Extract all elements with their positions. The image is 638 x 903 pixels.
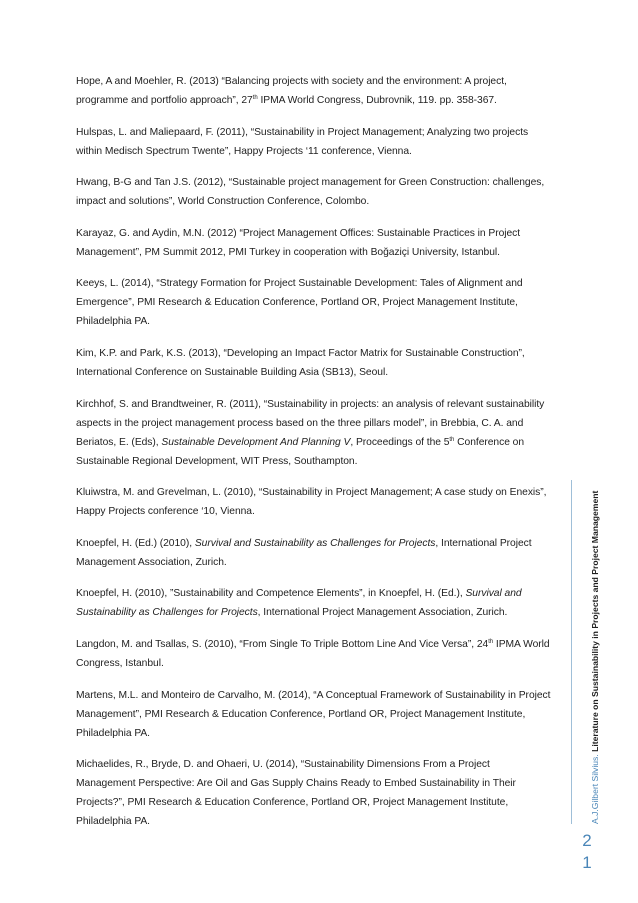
reference-italic-title: Sustainable Development And Planning V [161,436,351,448]
reference-text: Martens, M.L. and Monteiro de Carvalho, M. (2014), “A Conceptual Framework of Sustainability in Project Management”, PMI Research & Education Conference, Portland OR, Project Management Institute, Philadelphia PA. [76,689,551,739]
reference-text: Kim, K.P. and Park, K.S. (2013), “Developing an Impact Factor Matrix for Sustainable Construction”, International Conference on Sustainable Building Asia (SB13), Seoul. [76,347,525,378]
reference-text: , International Project Management Association, Zurich. [257,607,508,619]
reference-text: IPMA World Congress, Istanbul. [76,638,550,669]
sidebar-divider [571,480,572,824]
reference-text: , Proceedings of the 5 [350,436,450,448]
running-header-title: Literature on Sustainability in Projects and Project Management [590,490,600,752]
reference-text: Hulspas, L. and Maliepaard, F. (2011), “Sustainability in Project Management; Analyzing two projects within Medisch Spectrum Twente”, Happy Projects ‘11 conference, Vienna. [76,126,529,157]
reference-text: Michaelides, R., Bryde, D. and Ohaeri, U. (2014), “Sustainability Dimensions From a Project Management Perspective: Are Oil and Gas Supply Chains Ready to Embed Sustainability in Their Projects?”, PMI Research & Education Conference, Portland OR, Project Management Institute, Philadelphia PA. [76,759,516,828]
reference-text: Langdon, M. and Tsallas, S. (2010), “From Single To Triple Bottom Line And Vice Versa”, 24 [76,638,489,650]
reference-entry [76,274,552,331]
reference-text: Knoepfel, H. (Ed.) (2010), [76,537,195,549]
page-number-digit: 2 [582,831,592,850]
reference-entry [76,686,552,743]
reference-entry [76,483,552,521]
running-header-author: A.J.Gilbert Silvius. [590,754,600,824]
running-header-sidebar [584,480,614,824]
reference-list [76,72,552,844]
reference-entry [76,224,552,262]
reference-entry [76,755,552,831]
reference-italic-title: Survival and Sustainability as Challenges for Projects [194,537,436,549]
reference-text: Hope, A and Moehler, R. (2013) “Balancing projects with society and the environment: A project, programme and portfolio approach”, 27 [76,76,507,106]
reference-entry [76,72,552,110]
ordinal-superscript: th [449,436,455,443]
reference-text: IPMA World Congress, Dubrovnik, 119. pp. 358-367. [257,95,497,106]
reference-entry [76,635,552,673]
reference-entry [76,123,552,161]
reference-entry [76,584,552,622]
reference-text: Karayaz, G. and Aydin, M.N. (2012) “Project Management Offices: Sustainable Practices in Project Management”, PM Summit 2012, PMI Turkey in cooperation with Boğaziçi University, Istanbul. [76,227,521,258]
reference-text: Conference on Sustainable Regional Development, WIT Press, Southampton. [76,436,525,467]
reference-text: Knoepfel, H. (2010), ”Sustainability and Competence Elements”, in Knoepfel, H. (Ed.), [76,588,466,600]
ordinal-superscript: th [488,638,494,645]
reference-text: , International Project Management Association, Zurich. [76,537,532,568]
reference-entry [76,344,552,382]
reference-text: Hwang, B-G and Tan J.S. (2012), “Sustainable project management for Green Construction: challenges, impact and solutions”, World Construction Conference, Colombo. [76,177,545,208]
reference-entry [76,534,552,572]
reference-text: Keeys, L. (2014), “Strategy Formation for Project Sustainable Development: Tales of Alignment and Emergence”, PMI Research & Education Conference, Portland OR, Project Management Institute, Philadelphia PA. [76,278,523,328]
ordinal-superscript: th [252,95,258,101]
reference-italic-title: Survival and Sustainability as Challenges for Projects [76,588,522,619]
reference-entry [76,395,552,471]
reference-text: Kirchhof, S. and Brandtweiner, R. (2011), “Sustainability in projects: an analysis of relevant sustainability aspects in the project management process based on the three pillars model”, in Brebbia, C. A. and Beriatos, E. (Eds), [76,398,545,448]
page-number [577,830,597,874]
reference-entry [76,173,552,211]
page-number-digit: 1 [582,853,592,872]
running-header-text [584,491,606,824]
reference-text: Kluiwstra, M. and Grevelman, L. (2010), “Sustainability in Project Management; A case study on Enexis”, Happy Projects conference ‘10, Vienna. [76,487,547,518]
